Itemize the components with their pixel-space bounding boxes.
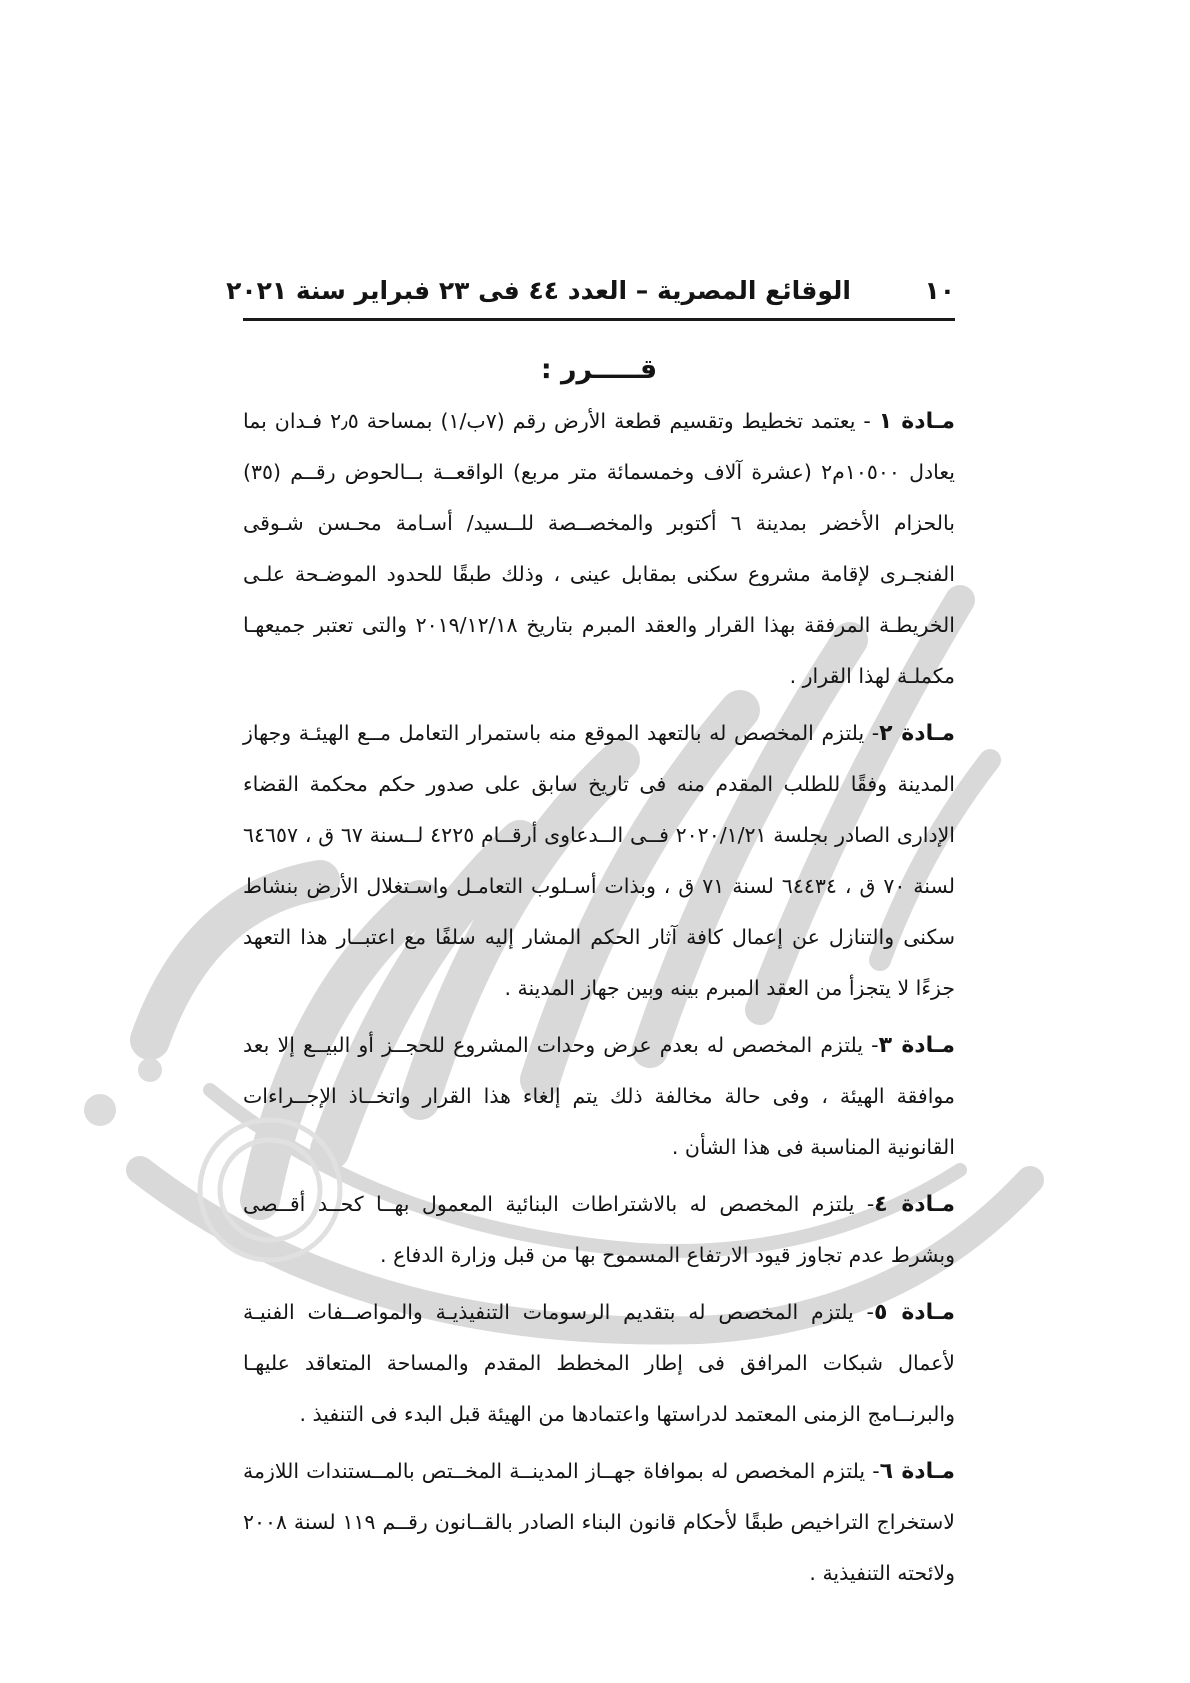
article-label: مـادة ٤ bbox=[874, 1192, 956, 1217]
article-text: - يلتزم المخصص له بالاشتراطات البنائية المعمول بهــا كحــد أقــصى وبشرط عدم تجاوز قيود الارتفاع المسموح بها من قبل وزارة الدفاع . bbox=[243, 1192, 955, 1267]
article-text: - يلتزم المخصص له بعدم عرض وحدات المشروع للحجــز أو البيــع إلا بعد موافقة الهيئة ، وفى حالة مخالفة ذلك يتم إلغاء هذا القرار واتخــاذ الإجــراءات القانونية المناسبة فى هذا الشأن . bbox=[243, 1033, 955, 1159]
article-1 bbox=[243, 396, 955, 702]
decision-heading: قـــــرر : bbox=[540, 354, 658, 385]
article-text: - يلتزم المخصص له بموافاة جهــاز المدينــة المخــتص بالمــستندات اللازمة لاستخراج التراخيص طبقًا لأحكام قانون البناء الصادر بالقــانون رقــم ١١٩ لسنة ٢٠٠٨ ولائحته التنفيذية . bbox=[243, 1459, 955, 1585]
article-3 bbox=[243, 1020, 955, 1173]
article-2 bbox=[243, 708, 955, 1014]
page-number: ١٠ bbox=[924, 276, 955, 305]
article-4 bbox=[243, 1179, 955, 1281]
article-label: مـادة ٥ bbox=[873, 1300, 956, 1325]
article-6 bbox=[243, 1446, 955, 1599]
gazette-title: الوقائع المصرية – العدد ٤٤ فى ٢٣ فبراير سنة ٢٠٢١ bbox=[226, 276, 851, 305]
article-text: - يعتمد تخطيط وتقسيم قطعة الأرض رقم (٧ب/١) بمساحة ٢٫٥ فـدان بما يعادل ١٠٥٠٠م٢ (عشرة آلاف وخمسمائة متر مربع) الواقعــة بــالحوض رقــم (٣٥) بالحزام الأخضر بمدينة ٦ أكتوبر والمخصــصة للــسيد/ أسـامة محـسن شـوقى الفنجـرى لإقامة مشروع سكنى بمقابل عينى ، وذلك طبقًا للحدود الموضـحة علـى الخريطـة المرفقة بهذا القرار والعقد المبرم بتاريخ ٢٠١٩/١٢/١٨ والتى تعتبر جميعهـا مكملـة لهذا القرار . bbox=[243, 409, 955, 688]
article-text: - يلتزم المخصص له بتقديم الرسومات التنفيذيـة والمواصــفات الفنيـة لأعمال شبكات المرافق فى إطار المخطط المقدم والمساحة المتعاقد عليهـا والبرنــامج الزمنى المعتمد لدراستها واعتمادها من الهيئة قبل البدء فى التنفيذ . bbox=[243, 1300, 955, 1426]
article-label: مـادة ٣ bbox=[878, 1033, 955, 1058]
article-label: مـادة ١ bbox=[878, 409, 955, 434]
articles-body bbox=[243, 396, 955, 1605]
page-header bbox=[226, 274, 955, 321]
article-label: مـادة ٦ bbox=[879, 1459, 955, 1484]
article-5 bbox=[243, 1287, 955, 1440]
article-label: مـادة ٢ bbox=[879, 721, 955, 746]
article-text: - يلتزم المخصص له بالتعهد الموقع منه باستمرار التعامل مــع الهيئـة وجهاز المدينة وفقًا للطلب المقدم منه فى تاريخ سابق على صدور حكم محكمة القضاء الإدارى الصادر بجلسة ٢٠٢٠/١/٢١ فــى الــدعاوى أرقــام ٤٢٢٥ لــسنة ٦٧ ق ، ٦٤٦٥٧ لسنة ٧٠ ق ، ٦٤٤٣٤ لسنة ٧١ ق ، وبذات أسـلوب التعامـل واسـتغلال الأرض بنشاط سكنى والتنازل عن إعمال كافة آثار الحكم المشار إليه سلفًا مع اعتبــار هذا التعهد جزءًا لا يتجزأ من العقد المبرم بينه وبين جهاز المدينة . bbox=[243, 721, 956, 1000]
